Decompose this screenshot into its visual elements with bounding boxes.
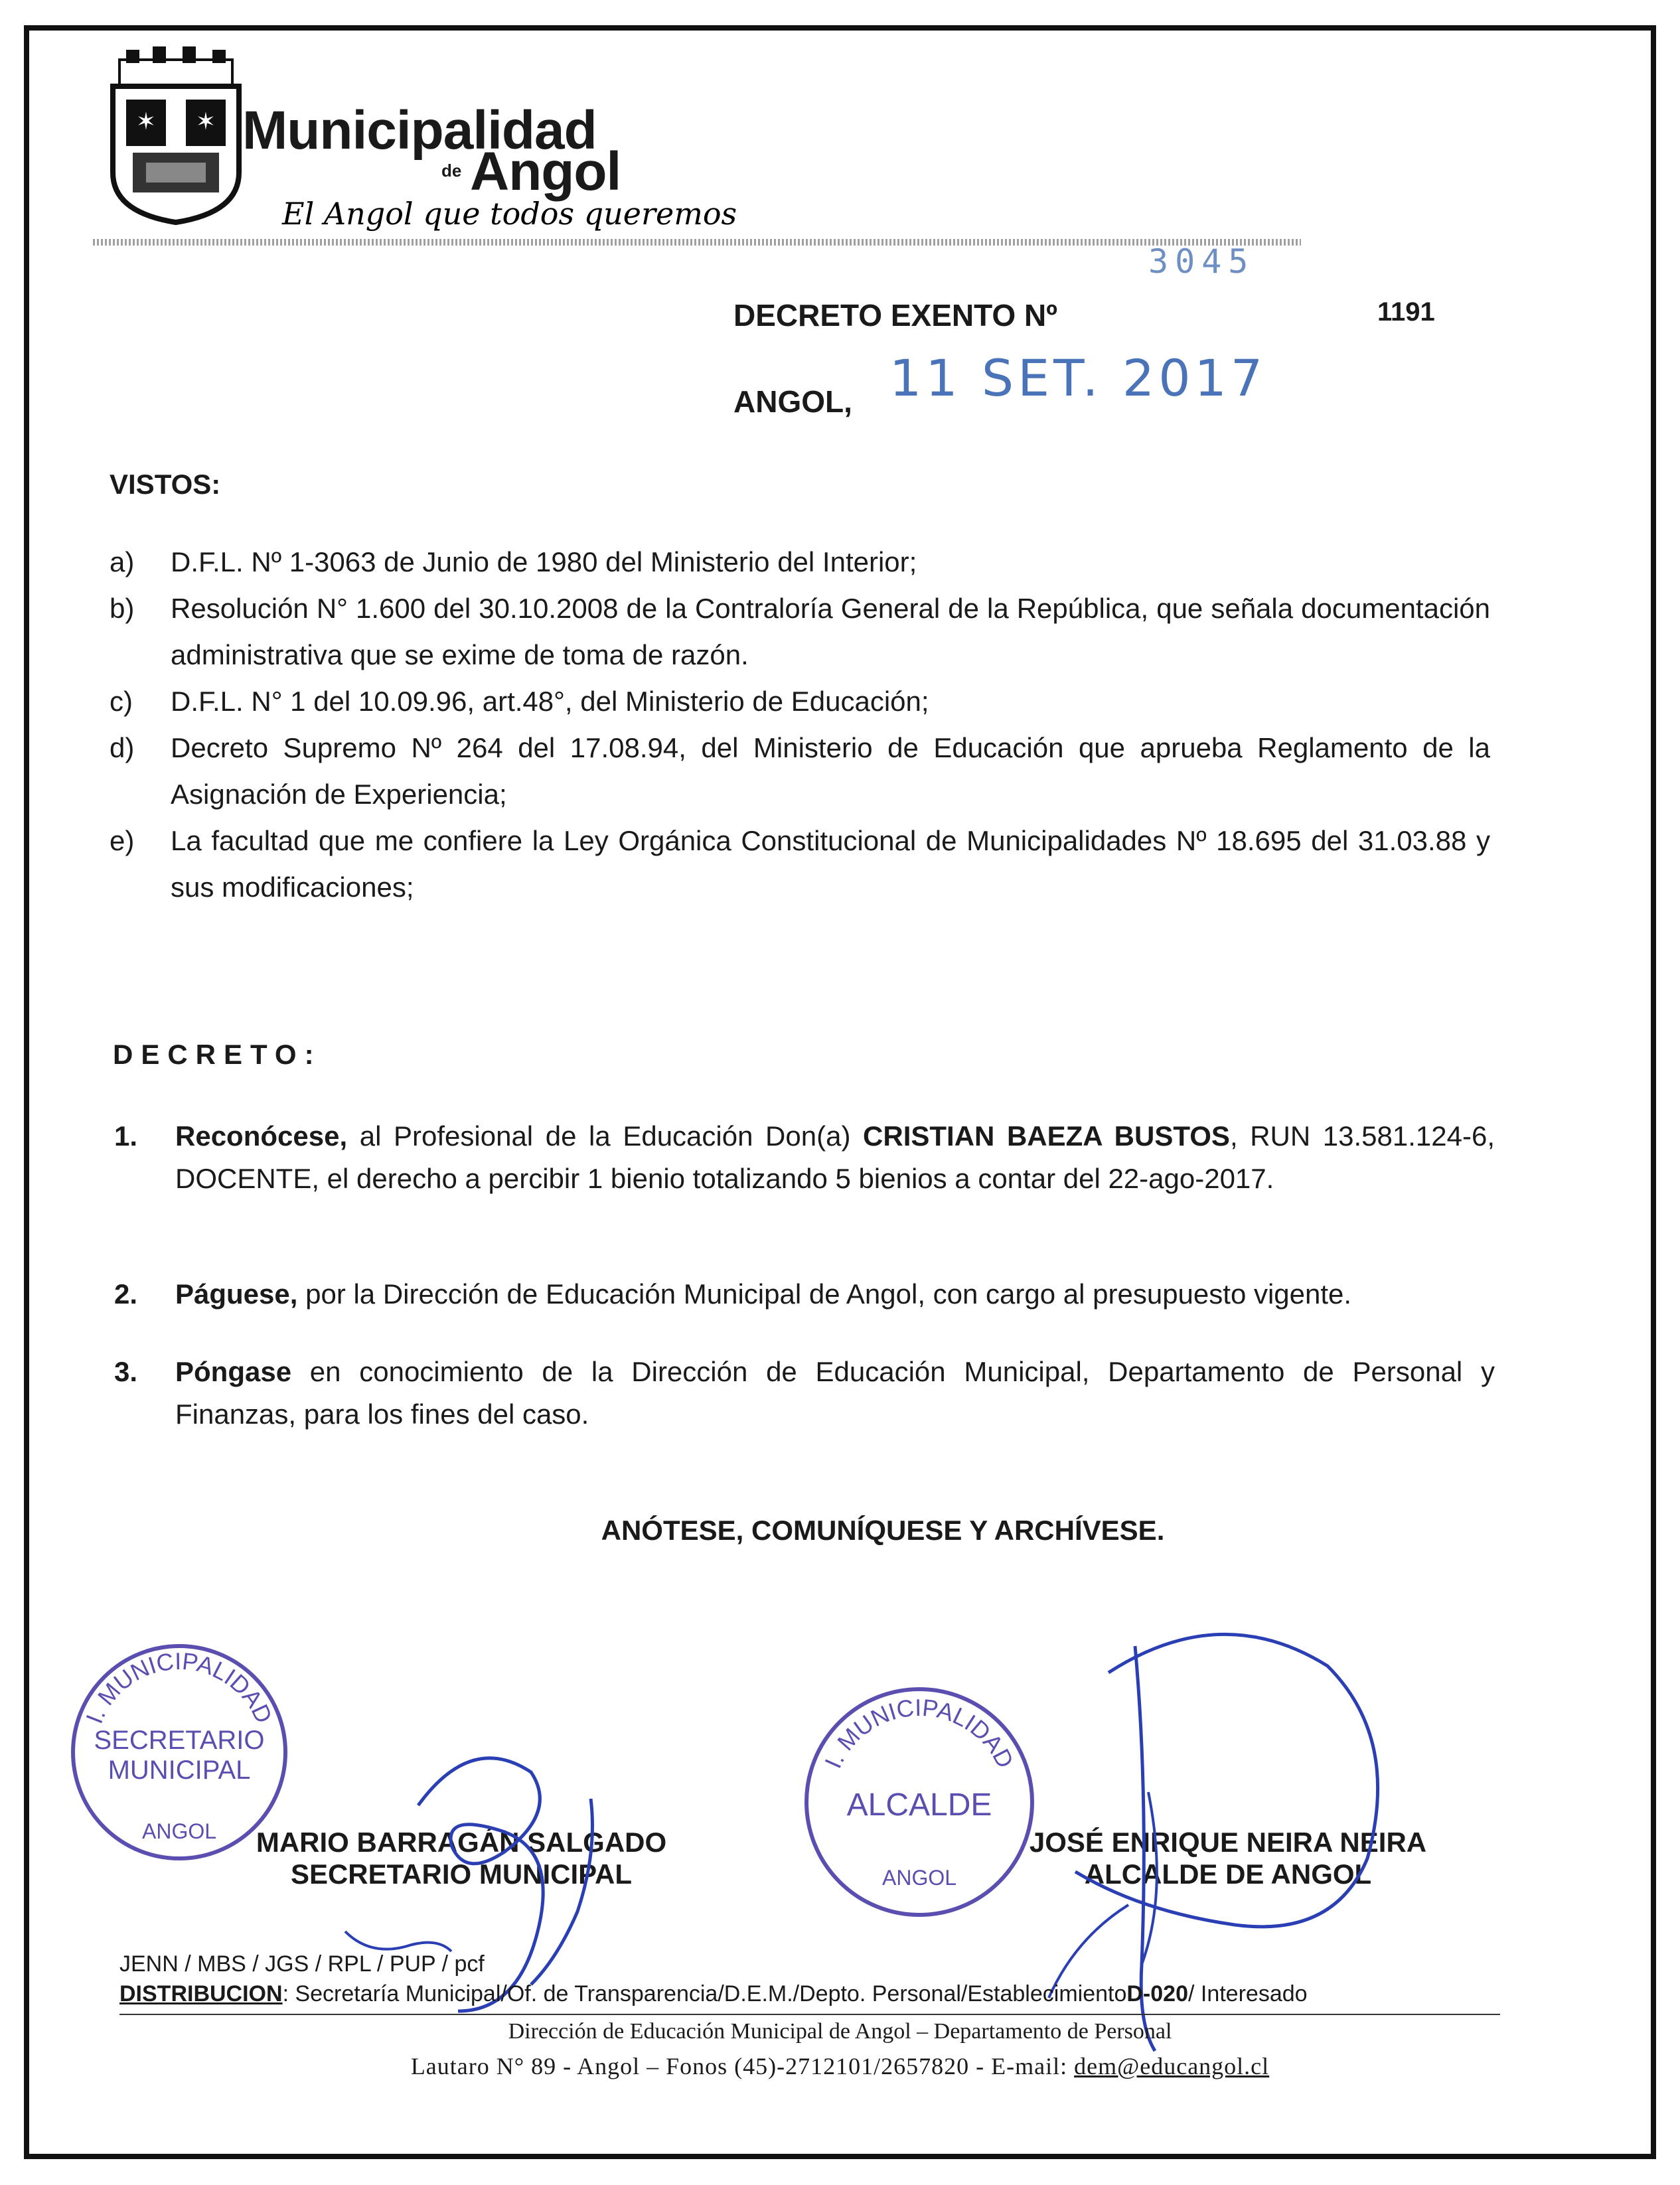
closing-formula: ANÓTESE, COMUNÍQUESE Y ARCHÍVESE. — [601, 1515, 1165, 1546]
svg-text:ALCALDE: ALCALDE — [846, 1787, 992, 1823]
vistos-item: c) D.F.L. N° 1 del 10.09.96, art.48°, del Ministerio de Educación; — [110, 686, 929, 717]
brand-angol: Angol — [470, 141, 621, 202]
decreto-article: 2. Páguese, por la Dirección de Educación Municipal de Angol, con cargo al presupuesto vigente. — [114, 1278, 1352, 1310]
vistos-item: b) Resolución N° 1.600 del 30.10.2008 de la Contraloría General de la República, que señala documentación administrativa que se exime de toma de razón. — [110, 593, 1490, 670]
registry-stamp-number: 3045 — [1148, 242, 1255, 281]
vistos-item: e) La facultad que me confiere la Ley Orgánica Constitucional de Municipalidades Nº 18.695 del 31.03.88 y sus modificaciones; — [110, 825, 1490, 903]
vistos-item: a) D.F.L. Nº 1-3063 de Junio de 1980 del Ministerio del Interior; — [110, 546, 917, 577]
svg-text:ANGOL: ANGOL — [141, 1819, 217, 1843]
svg-text:✶: ✶ — [135, 108, 157, 135]
date-stamp: 11 SET. 2017 — [889, 348, 1267, 408]
seal-alcalde — [800, 1683, 1039, 1921]
vistos-item: d) Decreto Supremo Nº 264 del 17.08.94, del Ministerio de Educación que aprueba Reglamento de la Asignación de Experiencia; — [110, 732, 1490, 810]
signature-block-secretary — [229, 1827, 694, 1890]
decree-number: 1191 — [1377, 297, 1435, 327]
svg-text:MUNICIPAL: MUNICIPAL — [108, 1756, 251, 1785]
decreto-article: 1. Reconócese, al Profesional de la Educación Don(a) CRISTIAN BAEZA BUSTOS, RUN 13.581.124-6, DOCENTE, el derecho a percibir 1 bienio totalizando 5 bienios a contar del 22-ago-2017. — [114, 1120, 1495, 1194]
municipal-crest-logo — [106, 46, 246, 226]
distribution-list: DISTRIBUCION: Secretaría Municipal/Of. de Transparencia/D.E.M./Depto. Personal/EstablecimientoD-020/ Interesado — [119, 1981, 1308, 2006]
teacher-name: CRISTIAN BAEZA BUSTOS — [863, 1120, 1230, 1152]
footer-contact: Lautaro N° 89 - Angol – Fonos (45)-2712101/2657820 - E-mail: dem@educangol.cl — [410, 2053, 1270, 2079]
vistos-heading: VISTOS: — [110, 469, 221, 500]
slogan: El Angol que todos queremos — [282, 196, 737, 232]
vistos-list — [110, 539, 1490, 911]
brand-de: de — [441, 161, 462, 181]
signature-block-mayor — [1009, 1827, 1447, 1890]
svg-text:SECRETARIO: SECRETARIO — [94, 1726, 265, 1755]
decree-title: DECRETO EXENTO Nº — [733, 298, 1057, 333]
signer-name: JOSÉ ENRIQUE NEIRA NEIRA — [1029, 1827, 1427, 1858]
signer-role: SECRETARIO MUNICIPAL — [290, 1858, 633, 1890]
decree-city: ANGOL, — [733, 384, 852, 419]
footer-rule — [119, 2014, 1500, 2015]
reference-initials: JENN / MBS / JGS / RPL / PUP / pcf — [119, 1951, 485, 1977]
header-rule — [93, 239, 1301, 246]
brand-municipalidad: Municipalidad — [242, 100, 597, 161]
signer-name: MARIO BARRAGÁN SALGADO — [256, 1827, 667, 1858]
decreto-article: 3. Póngase en conocimiento de la Dirección de Educación Municipal, Departamento de Personal y Finanzas, para los fines del caso. — [114, 1356, 1495, 1430]
svg-text:I. MUNICIPALIDAD: I. MUNICIPALIDAD — [80, 1647, 278, 1728]
svg-text:✶: ✶ — [195, 108, 216, 135]
svg-text:I. MUNICIPALIDAD: I. MUNICIPALIDAD — [819, 1693, 1020, 1773]
decreto-heading: DECRETO: — [113, 1039, 322, 1070]
footer-department: Dirección de Educación Municipal de Angol – Departamento de Personal — [508, 2019, 1172, 2044]
signer-role: ALCALDE DE ANGOL — [1084, 1858, 1372, 1890]
footer-email-link[interactable]: dem@educangol.cl — [1074, 2053, 1270, 2079]
svg-text:ANGOL: ANGOL — [881, 1866, 957, 1890]
